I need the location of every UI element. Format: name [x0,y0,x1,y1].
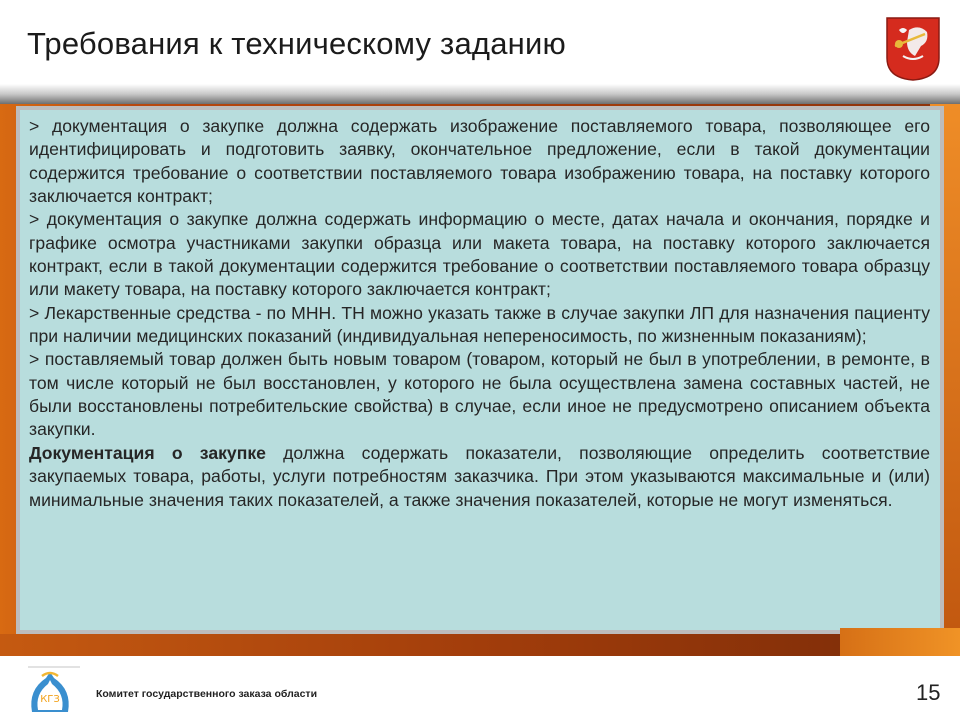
bottom-frame-accent [840,628,960,656]
page-number: 15 [916,680,941,705]
header-divider [0,84,960,106]
content-text-box [20,110,940,630]
requirement-paragraph: > Лекарственные средства - по МНН. ТН можно указать также в случае закупки ЛП для назначения пациенту при наличии медицинских показаний (индивидуальная непереносимость, по жизненным показаниям); [29,302,930,347]
summary-text: должна содержать показатели, позволяющие определить соответствие закупаемых товара, работы, услуги потребностям заказчика. При этом указываются максимальные и (или) минимальные значения таких показателей, а также значения показателей, которые не могут изменяться. [29,442,931,510]
requirement-paragraph: > документация о закупке должна содержать изображение поставляемого товара, позволяющее его идентифицировать и подготовить заявку, окончательное предложение, если в такой документации содержится требование о соответствии поставляемого товара изображению товара, на поставку которого заключается контракт; [29,116,930,207]
requirement-paragraph: > поставляемый товар должен быть новым товаром (товаром, который не был в употреблении, в ремонте, в том числе который не был восстановлен, у которого не была осуществлена замена составных частей, не были восстановлены потребительские свойства) в случае, если иное не предусмотрено описанием объекта закупки. [29,349,930,440]
requirement-paragraph: > документация о закупке должна содержать информацию о месте, датах начала и окончания, порядке и графике осмотра участниками закупки образца или макета товара, на поставку которого заключается контракт, если в такой документации содержится требование о соответствии поставляемого товара образцу или макету товара, на поставку которого заключается контракт; [29,209,930,300]
svg-text:КГЗ: КГЗ [40,694,60,705]
summary-bold-lead: Документация о закупке [29,442,266,463]
bottom-frame-bar [0,634,960,656]
summary-paragraph [29,442,930,512]
committee-logo-icon [26,668,74,716]
coat-of-arms-icon [885,16,941,82]
committee-name: Комитет государственного заказа области [96,688,318,700]
slide-title: Требования к техническому заданию [27,26,566,61]
